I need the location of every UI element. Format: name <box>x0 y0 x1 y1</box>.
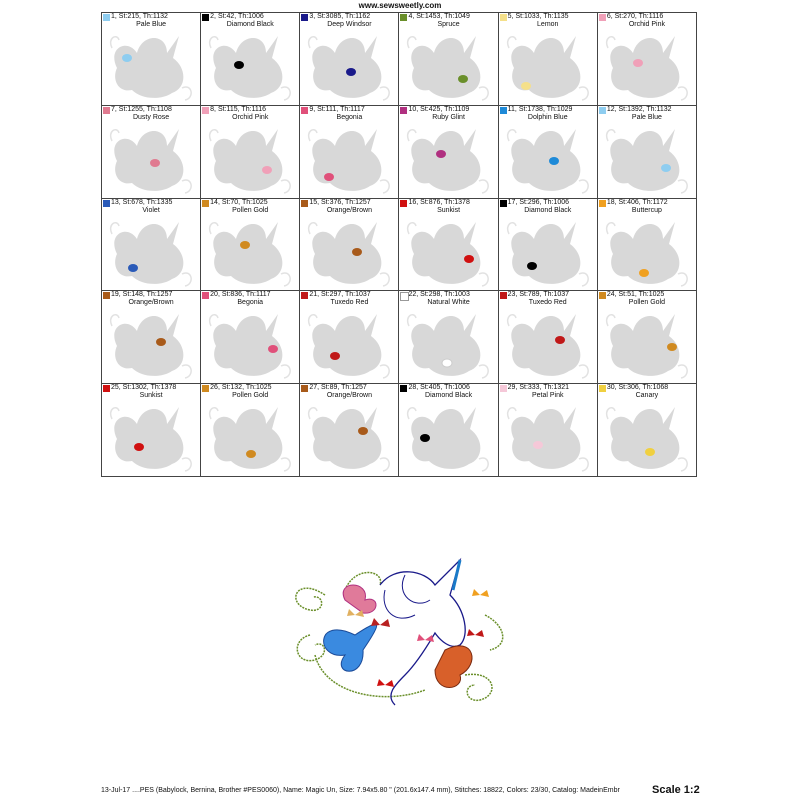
design-preview <box>285 555 515 715</box>
stitch-info: 29, St:333, Th:1321 <box>507 384 570 392</box>
stitch-info: 21, St:297, Th:1037 <box>309 291 371 299</box>
stitch-info: 20, St:836, Th:1117 <box>210 291 271 299</box>
color-swatch <box>400 200 407 207</box>
color-cell <box>499 106 598 199</box>
stitch-info: 10, St:425, Th:1109 <box>408 105 470 113</box>
highlight-region <box>240 241 250 249</box>
thread-name: Begonia <box>336 113 363 121</box>
color-swatch <box>103 14 110 21</box>
color-cell <box>598 106 697 199</box>
thumbnail-preview <box>404 306 492 382</box>
stitch-info: 8, St:115, Th:1116 <box>210 105 267 113</box>
stitch-info: 26, St:132, Th:1025 <box>210 384 272 392</box>
stitch-info: 17, St:296, Th:1006 <box>507 198 570 206</box>
thumbnail-preview <box>107 306 195 382</box>
thread-name: Orange/Brown <box>326 392 372 400</box>
stitch-info: 7, St:1255, Th:1108 <box>111 105 172 113</box>
thumbnail-preview <box>107 399 195 475</box>
stitch-info: 19, St:148, Th:1257 <box>111 291 173 299</box>
color-cell <box>598 384 697 477</box>
stitch-info: 25, St:1302, Th:1378 <box>111 384 177 392</box>
color-swatch <box>103 385 110 392</box>
stitch-info: 2, St:42, Th:1006 <box>210 13 264 20</box>
thread-name: Sunkist <box>139 392 163 400</box>
highlight-region <box>549 157 559 165</box>
thread-name: Pollen Gold <box>232 392 269 400</box>
thumbnail-preview <box>603 399 691 475</box>
highlight-region <box>246 450 256 458</box>
thumbnail-preview <box>206 214 294 290</box>
thumbnail-preview <box>305 121 393 197</box>
highlight-region <box>555 336 565 344</box>
highlight-region <box>533 441 543 449</box>
design-info-footer: 13-Jul-17 ....PES (Babylock, Bernina, Brother #PES0060), Name: Magic Un, Size: 7.94x5.80 " (201.6x147.4 mm), Stitches: 18822, Colors: 23/30, Catalog: MadeinEmbr <box>101 787 620 794</box>
thumbnail-preview <box>206 399 294 475</box>
color-cell <box>598 291 697 384</box>
stitch-info: 6, St:270, Th:1116 <box>606 13 664 20</box>
color-swatch <box>400 385 407 392</box>
color-cell <box>300 199 399 292</box>
color-cell <box>399 291 498 384</box>
highlight-region <box>667 343 677 351</box>
color-cell <box>102 291 201 384</box>
color-swatch <box>599 385 606 392</box>
highlight-region <box>358 427 368 435</box>
color-swatch <box>202 292 209 299</box>
color-swatch <box>599 107 606 114</box>
color-swatch <box>500 292 507 299</box>
thumbnail-preview <box>305 306 393 382</box>
thumbnail-preview <box>206 28 294 104</box>
color-swatch <box>202 14 209 21</box>
color-cell <box>201 291 300 384</box>
color-cell <box>300 13 399 106</box>
highlight-region <box>521 82 531 90</box>
color-swatch <box>500 200 507 207</box>
thumbnail-preview <box>404 214 492 290</box>
highlight-region <box>128 264 138 272</box>
stitch-info: 15, St:376, Th:1257 <box>309 198 371 206</box>
stitch-info: 24, St:51, Th:1025 <box>606 291 665 299</box>
thread-name: Pale Blue <box>631 113 662 121</box>
thumbnail-preview <box>603 306 691 382</box>
highlight-region <box>442 359 452 367</box>
thread-name: Lemon <box>537 21 559 28</box>
stitch-info: 5, St:1033, Th:1135 <box>507 13 569 20</box>
thread-name: Deep Windsor <box>327 21 372 28</box>
thread-name: Orchid Pink <box>628 21 665 28</box>
highlight-region <box>262 166 272 174</box>
thumbnail-preview <box>206 306 294 382</box>
stitch-info: 18, St:406, Th:1172 <box>606 198 668 206</box>
highlight-region <box>645 448 655 456</box>
color-cell <box>499 199 598 292</box>
highlight-region <box>346 68 356 76</box>
site-url: www.sewsweetly.com <box>358 1 442 10</box>
color-cell <box>300 106 399 199</box>
stitch-info: 1, St:215, Th:1132 <box>111 13 168 20</box>
scale-label: Scale 1:2 <box>652 784 700 796</box>
highlight-region <box>639 269 649 277</box>
stitch-info: 14, St:70, Th:1025 <box>210 198 268 206</box>
color-swatch <box>103 107 110 114</box>
stitch-info: 30, St:306, Th:1068 <box>606 384 669 392</box>
color-cell <box>598 13 697 106</box>
thumbnail-preview <box>603 28 691 104</box>
highlight-region <box>633 59 643 67</box>
color-swatch <box>301 14 308 21</box>
color-swatch <box>599 292 606 299</box>
thumbnail-preview <box>603 214 691 290</box>
thread-name: Diamond Black <box>425 392 473 400</box>
thread-name: Natural White <box>427 299 470 307</box>
color-swatch <box>400 14 407 21</box>
color-swatch <box>599 200 606 207</box>
thumbnail-preview <box>107 121 195 197</box>
stitch-info: 9, St:111, Th:1117 <box>309 105 365 113</box>
stitch-info: 27, St:89, Th:1257 <box>309 384 367 392</box>
color-cell <box>102 199 201 292</box>
color-cell <box>399 106 498 199</box>
thread-name: Pollen Gold <box>628 299 665 307</box>
stitch-info: 13, St:678, Th:1335 <box>111 198 173 206</box>
stitch-info: 16, St:876, Th:1378 <box>408 198 470 206</box>
thread-name: Buttercup <box>631 206 662 214</box>
thumbnail-preview <box>305 28 393 104</box>
stitch-info: 4, St:1453, Th:1049 <box>408 13 470 20</box>
thumbnail-preview <box>603 121 691 197</box>
color-cell <box>201 384 300 477</box>
color-cell <box>102 13 201 106</box>
thumbnail-preview <box>504 306 592 382</box>
thumbnail-preview <box>107 28 195 104</box>
color-swatch <box>400 107 407 114</box>
highlight-region <box>150 159 160 167</box>
highlight-region <box>420 434 430 442</box>
color-cell <box>300 291 399 384</box>
color-swatch <box>301 200 308 207</box>
color-cell <box>201 199 300 292</box>
thumbnail-preview <box>404 399 492 475</box>
color-swatch <box>500 385 507 392</box>
color-swatch <box>500 107 507 114</box>
thread-name: Tuxedo Red <box>528 299 567 307</box>
color-cell <box>399 13 498 106</box>
color-swatch <box>103 292 110 299</box>
thread-name: Orange/Brown <box>326 206 372 214</box>
color-cell <box>201 13 300 106</box>
thread-name: Orchid Pink <box>232 113 269 121</box>
thread-name: Diamond Black <box>226 21 274 28</box>
highlight-region <box>352 248 362 256</box>
color-cell <box>499 13 598 106</box>
color-swatch <box>202 385 209 392</box>
thread-name: Pollen Gold <box>232 206 269 214</box>
thread-name: Violet <box>142 206 160 214</box>
thumbnail-preview <box>305 399 393 475</box>
color-chart-grid <box>101 12 697 477</box>
thread-name: Orange/Brown <box>128 299 174 307</box>
stitch-info: 28, St:405, Th:1006 <box>408 384 470 392</box>
highlight-region <box>458 75 468 83</box>
color-swatch <box>202 200 209 207</box>
color-swatch <box>202 107 209 114</box>
thread-name: Ruby Glint <box>432 113 465 121</box>
color-cell <box>300 384 399 477</box>
stitch-info: 23, St:789, Th:1037 <box>507 291 570 299</box>
highlight-region <box>330 352 340 360</box>
highlight-region <box>156 338 166 346</box>
color-swatch <box>301 385 308 392</box>
color-swatch <box>301 107 308 114</box>
highlight-region <box>134 443 144 451</box>
thumbnail-preview <box>504 399 592 475</box>
thread-name: Begonia <box>237 299 264 307</box>
thread-name: Canary <box>635 392 659 400</box>
highlight-region <box>122 54 132 62</box>
thread-name: Dolphin Blue <box>527 113 568 121</box>
thread-name: Tuxedo Red <box>330 299 369 307</box>
stitch-info: 22, St:298, Th:1003 <box>408 291 470 299</box>
thumbnail-preview <box>206 121 294 197</box>
thread-name: Petal Pink <box>531 392 564 400</box>
thread-name: Dusty Rose <box>132 113 170 121</box>
color-cell <box>598 199 697 292</box>
highlight-region <box>464 255 474 263</box>
highlight-region <box>234 61 244 69</box>
color-cell <box>102 106 201 199</box>
highlight-region <box>268 345 278 353</box>
thumbnail-preview <box>504 214 592 290</box>
color-swatch <box>301 292 308 299</box>
thread-name: Diamond Black <box>524 206 572 214</box>
thumbnail-preview <box>504 121 592 197</box>
color-cell <box>399 199 498 292</box>
thumbnail-preview <box>404 121 492 197</box>
color-cell <box>399 384 498 477</box>
thread-name: Spruce <box>437 21 460 28</box>
thumbnail-preview <box>107 214 195 290</box>
color-cell <box>499 291 598 384</box>
highlight-region <box>527 262 537 270</box>
color-cell <box>102 384 201 477</box>
thumbnail-preview <box>504 28 592 104</box>
color-swatch <box>599 14 606 21</box>
thumbnail-preview <box>305 214 393 290</box>
thumbnail-preview <box>404 28 492 104</box>
stitch-info: 12, St:1392, Th:1132 <box>606 105 672 113</box>
thread-name: Pale Blue <box>136 21 167 28</box>
stitch-info: 3, St:3085, Th:1162 <box>309 13 371 20</box>
highlight-region <box>324 173 334 181</box>
color-cell <box>499 384 598 477</box>
stitch-info: 11, St:1738, Th:1029 <box>507 105 573 113</box>
color-swatch <box>103 200 110 207</box>
thread-name: Sunkist <box>437 206 461 214</box>
color-cell <box>201 106 300 199</box>
highlight-region <box>436 150 446 158</box>
highlight-region <box>661 164 671 172</box>
color-swatch <box>500 14 507 21</box>
